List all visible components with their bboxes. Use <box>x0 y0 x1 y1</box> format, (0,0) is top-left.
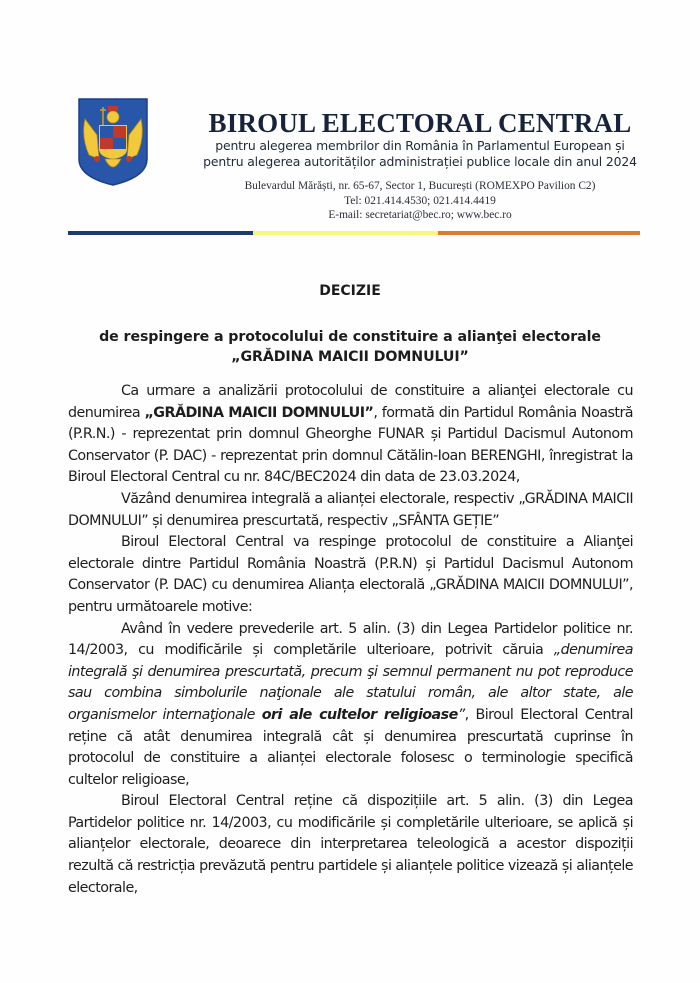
decision-title: DECIZIE <box>319 283 381 299</box>
decision-subject-line2: „GRĂDINA MAICII DOMNULUI” <box>231 349 469 365</box>
alliance-name-bold: „GRĂDINA MAICII DOMNULUI” <box>144 404 374 421</box>
law-quote: „denumirea integrală şi denumirea prescurtată, precum şi semnul permanent nu pot reproduce sau combina simbolurile naţionale ale statului român, ale altor state, ale organismelor internaţionale <box>68 642 633 723</box>
institution-subtitle-line2: pentru alegerea autorităților administrației publice locale din anul 2024 <box>203 154 637 169</box>
email-web: E-mail: secretariat@bec.ro; www.bec.ro <box>328 209 512 221</box>
phone: Tel: 021.414.4530; 021.414.4419 <box>344 194 496 207</box>
romania-coat-of-arms-icon <box>77 97 149 187</box>
tricolor-yellow-segment <box>253 231 438 235</box>
tricolor-blue-segment <box>68 231 253 235</box>
address: Bulevardul Mărăști, nr. 65-67, Sector 1, București (ROMEXPO Pavilion C2) <box>244 180 596 192</box>
paragraph-4: Având în vedere prevederile art. 5 alin. (3) din Legea Partidelor politice nr. 14/2003, cu modificările și completările ulterioare, potrivit căruia „denumirea integrală şi denumirea prescurtată, precum şi semnul permanent nu pot reproduce sau combina simbolurile naţionale ale statului român, ale altor state, ale organismelor internaţionale ori ale cultelor religioase”, Biroul Electoral Central reține că atât denumirea integrală cât și denumirea prescurtată cuprinse în protocolul de constituire a alianței electorale folosesc o terminologie specifică cultelor religioase, <box>68 620 633 788</box>
paragraph-5: Biroul Electoral Central reține că dispozițiile art. 5 alin. (3) din Legea Partidelor politice nr. 14/2003, cu modificările și completările ulterioare, se aplică și alianțelor electorale, deoarece din interpretarea teleologică a acestor dispoziții rezultă că restricția prevăzută pentru partidele și alianțele politice vizează și alianțele electorale, <box>68 793 633 896</box>
tricolor-orange-segment <box>438 231 640 235</box>
contact-block <box>160 179 680 223</box>
paragraph-1: Ca urmare a analizării protocolului de constituire a alianţei electorale cu denumirea „GRĂDINA MAICII DOMNULUI”, formată din Partidul România Noastră (P.R.N.) - reprezentat prin domnul Gheorghe FUNAR și Partidul Dacismul Autonom Conservator (P. DAC) - reprezentat prin domnul Cătălin-Ioan BERENGHI, înregistrat la Biroul Electoral Central cu nr. 84C/BEC2024 din data de 23.03.2024, <box>68 383 633 486</box>
letterhead <box>160 108 680 223</box>
decision-subject-line1: de respingere a protocolului de constituire a alianţei electorale <box>99 329 601 345</box>
institution-title: BIROUL ELECTORAL CENTRAL <box>208 108 632 138</box>
institution-subtitle-line1: pentru alegerea membrilor din România în Parlamentul European și <box>215 138 625 153</box>
decision-subject <box>0 327 700 367</box>
paragraph-3: Biroul Electoral Central va respinge protocolul de constituire a Alianţei electorale dintre Partidul România Noastră (P.R.N) și Partidul Dacismul Autonom Conservator (P. DAC) cu denumirea Alianța electorală „GRĂDINA MAICII DOMNULUI”, pentru următoarele motive: <box>68 534 633 615</box>
paragraph-2: Văzând denumirea integrală a alianței electorale, respectiv „GRĂDINA MAICII DOMNULUI” și denumirea prescurtată, respectiv „SFÂNTA GEȚIE” <box>68 490 633 529</box>
law-quote-emphasis: ori ale cultelor religioase <box>261 706 458 723</box>
decision-body <box>68 381 633 899</box>
